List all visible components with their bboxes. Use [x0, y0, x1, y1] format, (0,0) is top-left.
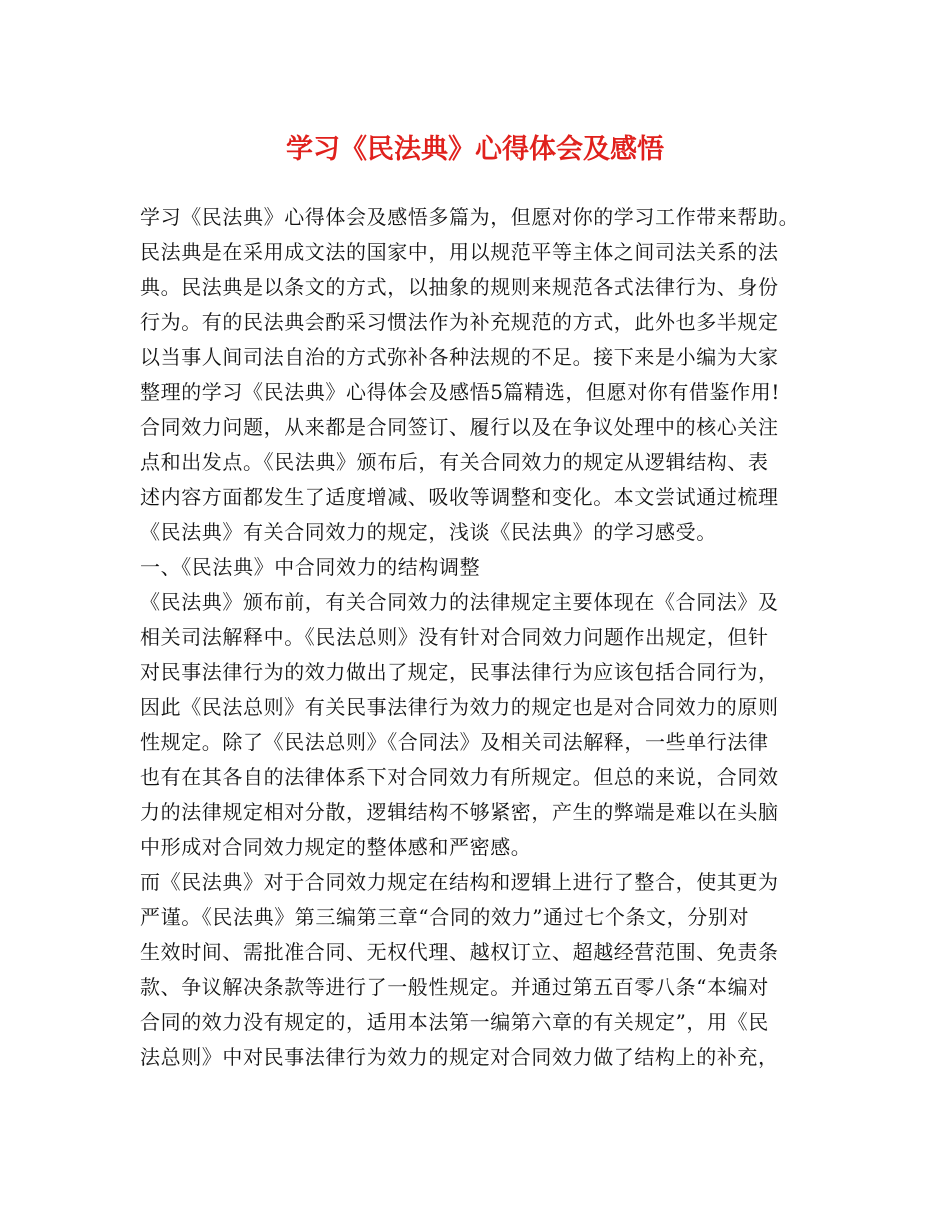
body-line: 对民事法律行为的效力做出了规定，民事法律行为应该包括合同行为，	[140, 660, 779, 684]
body-line: 性规定。除了《民法总则》《合同法》及相关司法解释，一些单行法律	[140, 730, 769, 754]
body-line: 中形成对合同效力规定的整体感和严密感。	[140, 835, 532, 859]
body-line: 述内容方面都发生了适度增减、吸收等调整和变化。本文尝试通过梳理	[140, 485, 779, 509]
body-line: 行为。有的民法典会酌采习惯法作为补充规范的方式，此外也多半规定	[140, 310, 779, 334]
body-line: 合同的效力没有规定的，适用本法第一编第六章的有关规定”，用《民	[140, 1010, 769, 1034]
section-heading: 一、《民法典》中合同效力的结构调整	[140, 555, 481, 579]
body-line: 因此《民法总则》有关民事法律行为效力的规定也是对合同效力的原则	[140, 695, 779, 719]
body-line: 整理的学习《民法典》心得体会及感悟5篇精选，但愿对你有借鉴作用!	[140, 380, 780, 404]
body-line: 生效时间、需批准合同、无权代理、越权订立、超越经营范围、免责条	[140, 940, 779, 964]
body-line: 也有在其各自的法律体系下对合同效力有所规定。但总的来说，合同效	[140, 765, 779, 789]
body-line: 相关司法解释中。《民法总则》没有针对合同效力问题作出规定，但针	[140, 625, 769, 649]
body-line: 而《民法典》对于合同效力规定在结构和逻辑上进行了整合，使其更为	[140, 870, 779, 894]
body-line: 《民法典》颁布前，有关合同效力的法律规定主要体现在《合同法》及	[140, 590, 779, 614]
document-title: 学习《民法典》心得体会及感悟	[286, 134, 664, 165]
body-line: 《民法典》有关合同效力的规定，浅谈《民法典》的学习感受。	[140, 520, 717, 544]
body-line: 严谨。《民法典》第三编第三章“合同的效力”通过七个条文，分别对	[140, 905, 750, 929]
body-line: 法总则》中对民事法律行为效力的规定对合同效力做了结构上的补充，	[140, 1045, 779, 1069]
body-line: 民法典是在采用成文法的国家中，用以规范平等主体之间司法关系的法	[140, 240, 779, 264]
body-line: 力的法律规定相对分散，逻辑结构不够紧密，产生的弊端是难以在头脑	[140, 800, 779, 824]
document-body	[140, 200, 820, 1075]
body-line: 学习《民法典》心得体会及感悟多篇为，但愿对你的学习工作带来帮助。	[140, 205, 800, 229]
body-line: 点和出发点。《民法典》颁布后，有关合同效力的规定从逻辑结构、表	[140, 450, 769, 474]
body-line: 典。民法典是以条文的方式，以抽象的规则来规范各式法律行为、身份	[140, 275, 779, 299]
body-line: 款、争议解决条款等进行了一般性规定。并通过第五百零八条“本编对	[140, 975, 769, 999]
body-line: 以当事人间司法自治的方式弥补各种法规的不足。接下来是小编为大家	[140, 345, 779, 369]
body-line: 合同效力问题，从来都是合同签订、履行以及在争议处理中的核心关注	[140, 415, 779, 439]
